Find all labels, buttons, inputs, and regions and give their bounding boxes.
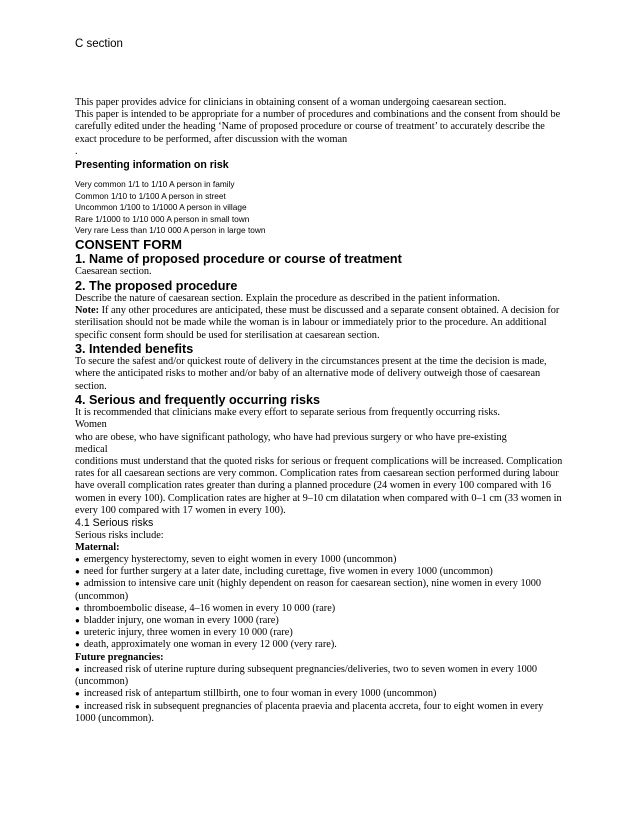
section-4-line: conditions must understand that the quoted risks for serious or frequent complications will be increased. Complication rates for all caesarean sections are very common. Complication rates from caesarean section performed during labour have overall complication rates greater than during a planned procedure (24 women in every 100 compared with 16 women in every 100). Complication rates are higher at 9–10 cm dilatation when compared with 0–1 cm (33 women in every 100 compared with 17 women in every 100). (75, 456, 563, 516)
risk-heading: Presenting information on risk (75, 159, 229, 172)
list-item: ● thromboembolic disease, 4–16 women in every 10 000 (rare) (75, 603, 565, 615)
section-2-body (75, 293, 565, 342)
risk-row: Rare 1/1000 to 1/10 000 A person in small town (75, 213, 250, 224)
section-4-body (75, 407, 565, 517)
section-2-note (75, 305, 565, 342)
serious-risks-intro: Serious risks include: (75, 529, 164, 541)
risk-table (75, 179, 565, 237)
section-4-line: It is recommended that clinicians make every effort to separate serious from frequently occurring risks. (75, 407, 500, 419)
section-1-heading: 1. Name of proposed procedure or course of treatment (75, 251, 402, 266)
section-2-text: Describe the nature of caesarean section. Explain the procedure as described in the patient information. (75, 293, 500, 304)
section-1-text: Caesarean section. (75, 266, 152, 278)
section-4-1-heading: 4.1 Serious risks (75, 517, 154, 530)
intro-paragraph-2: This paper is intended to be appropriate for a number of procedures and combinations and the consent from should be carefully edited under the heading ‘Name of proposed procedure or course of treatment’ to accurately describe the exact procedure to be performed, after discussion with the woman (75, 109, 561, 145)
section-2-heading: 2. The proposed procedure (75, 278, 238, 293)
list-item: ● admission to intensive care unit (highly dependent on reason for caesarean section), nine women in every 1000 (uncommon) (75, 578, 565, 602)
list-item: ● need for further surgery at a later date, including curettage, five women in every 1000 (uncommon) (75, 566, 565, 578)
list-item: ● emergency hysterectomy, seven to eight women in every 1000 (uncommon) (75, 554, 565, 566)
list-item: ● ureteric injury, three women in every 10 000 (rare) (75, 627, 565, 639)
section-4-line: medical (75, 443, 108, 455)
section-4-line: Women (75, 419, 107, 431)
note-label: Note: (75, 305, 100, 317)
document-body (75, 97, 565, 725)
consent-form-title: CONSENT FORM (75, 236, 182, 252)
risk-row: Very common 1/1 to 1/10 A person in family (75, 179, 235, 190)
list-item: ● increased risk in subsequent pregnancies of placenta praevia and placenta accreta, four to eight women in every 1000 (uncommon). (75, 701, 565, 725)
future-pregnancies-label: Future pregnancies: (75, 651, 164, 663)
list-item: ● increased risk of uterine rupture during subsequent pregnancies/deliveries, two to seven women in every 1000 (uncommon) (75, 664, 565, 688)
note-text: If any other procedures are anticipated, these must be discussed and a separate consent obtained. A decision for sterilisation should not be made while the woman is in labour or immediately prior to the procedure. An additional specific consent form should be used for sterilisation at caesarean section. (75, 305, 560, 341)
maternal-label: Maternal: (75, 541, 120, 553)
section-3-heading: 3. Intended benefits (75, 341, 194, 356)
page-header: C section (75, 38, 123, 50)
section-3-text: To secure the safest and/or quickest route of delivery in the circumstances present at the time the decision is made, where the anticipated risks to mother and/or baby of an alternative mode of delivery outweigh those of caesarean section. (75, 356, 547, 392)
risk-row: Uncommon 1/100 to 1/1000 A person in village (75, 202, 247, 213)
list-item: ● increased risk of antepartum stillbirth, one to four woman in every 1000 (uncommon) (75, 688, 565, 700)
section-4-heading: 4. Serious and frequently occurring risks (75, 392, 320, 407)
list-item: ● bladder injury, one woman in every 1000 (rare) (75, 615, 565, 627)
section-4-1-body (75, 530, 565, 725)
list-item: ● death, approximately one woman in every 12 000 (very rare). (75, 639, 565, 651)
risk-row: Very rare Less than 1/10 000 A person in large town (75, 225, 266, 236)
intro-section (75, 97, 565, 158)
intro-period: . (75, 145, 78, 157)
intro-paragraph-1: This paper provides advice for clinicians in obtaining consent of a woman undergoing caesarean section. (75, 97, 507, 108)
risk-row: Common 1/10 to 1/100 A person in street (75, 190, 226, 201)
section-4-line: who are obese, who have significant pathology, who have had previous surgery or who have pre-existing (75, 431, 507, 443)
